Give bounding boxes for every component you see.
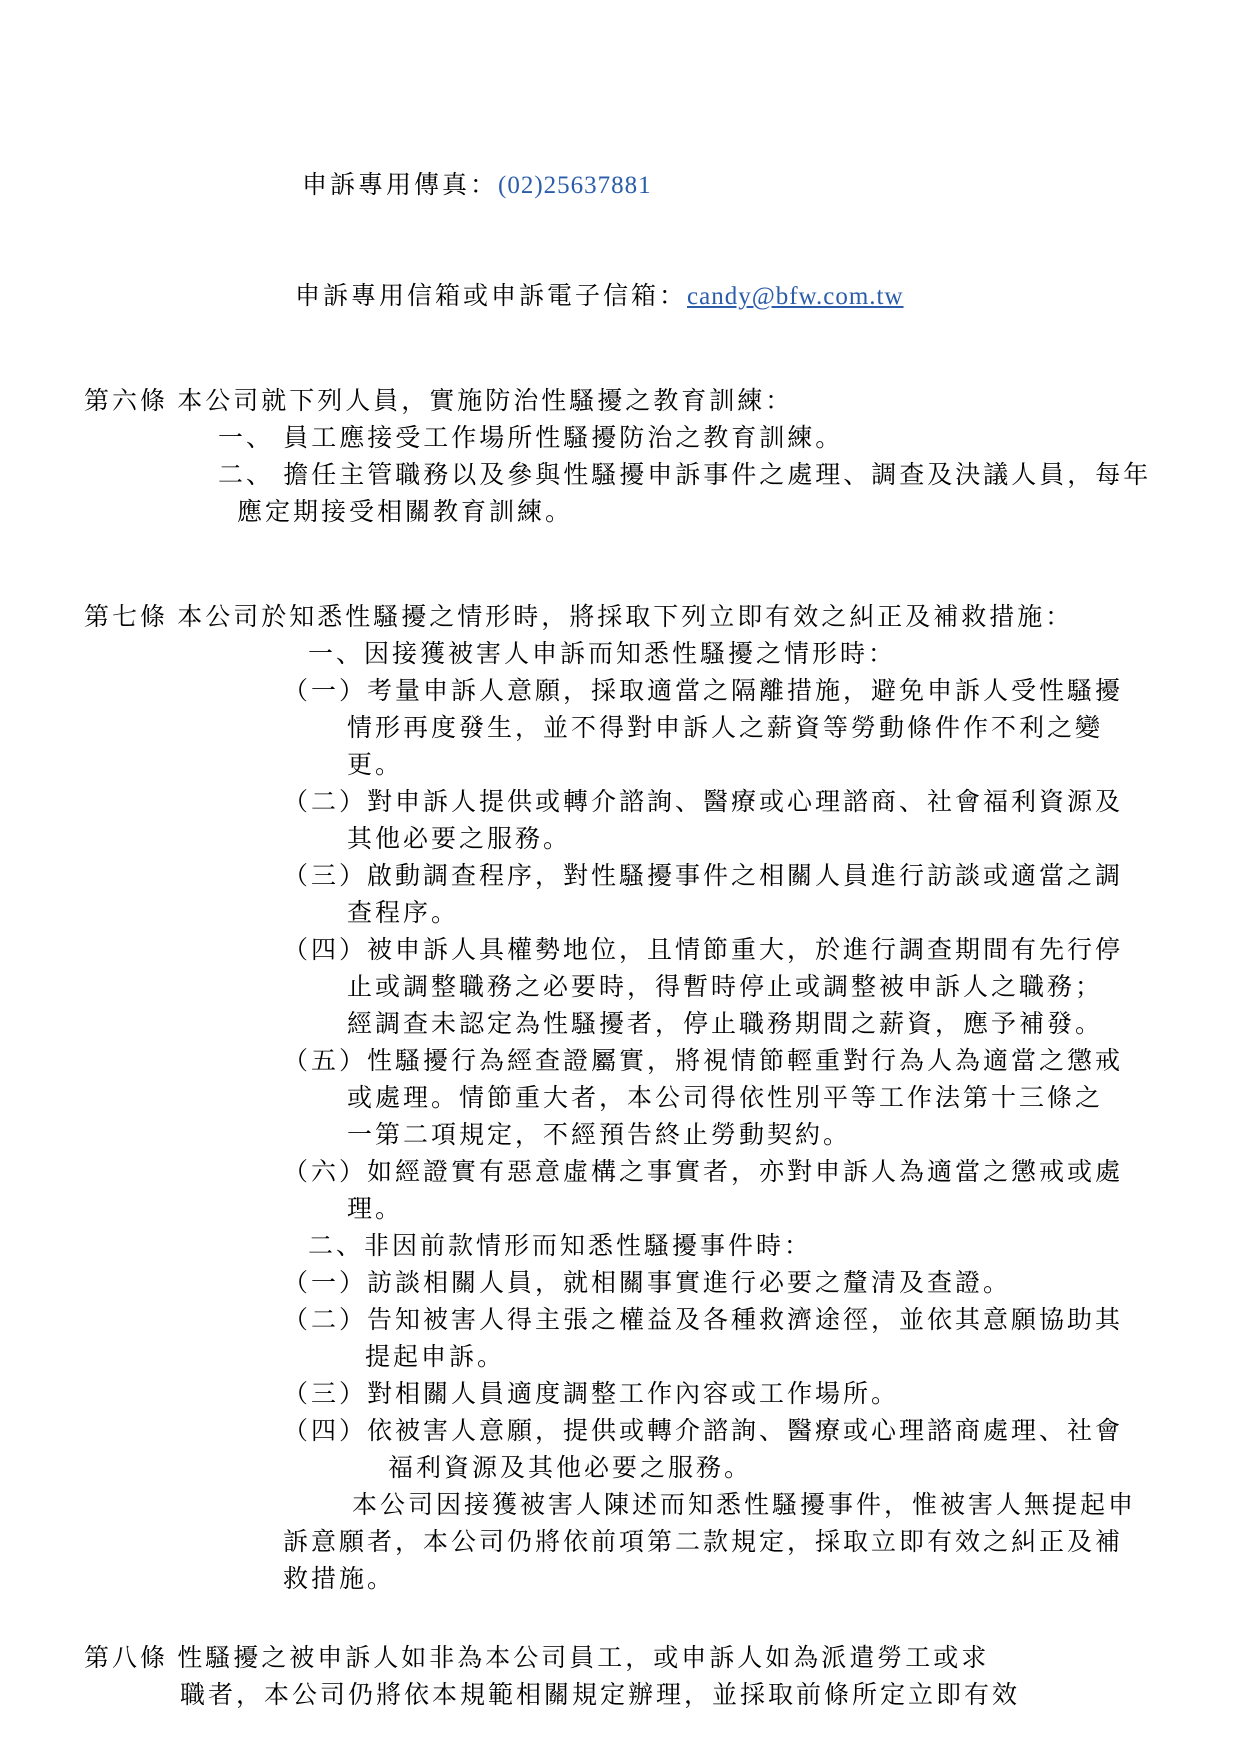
- contact-email-link[interactable]: candy@bfw.com.tw: [687, 283, 904, 310]
- article7-part1-sub4-cont1: 止或調整職務之必要時，得暫時停止或調整被申訴人之職務；: [347, 974, 1104, 1001]
- article7-part1-sub1-cont2: 更。: [347, 752, 404, 779]
- article7-part1-sub6: （六）如經證實有惡意虛構之事實者，亦對申訴人為適當之懲戒或處: [283, 1159, 1124, 1186]
- article6-item1: 一、 員工應接受工作場所性騷擾防治之教育訓練。: [218, 425, 844, 452]
- article8-heading-cont: 職者，本公司仍將依本規範相關規定辦理，並採取前條所定立即有效: [180, 1682, 1021, 1709]
- article7-part1-sub4-cont2: 經調查未認定為性騷擾者，停止職務期間之薪資，應予補發。: [347, 1011, 1104, 1038]
- article7-part1-sub3-cont: 查程序。: [347, 900, 460, 927]
- article7-part2-heading: 二、非因前款情形而知悉性騷擾事件時：: [308, 1233, 813, 1260]
- article7-part1-sub2: （二）對申訴人提供或轉介諮詢、醫療或心理諮商、社會福利資源及: [283, 789, 1124, 816]
- article7-part2-sub3: （三）對相關人員適度調整工作內容或工作場所。: [283, 1381, 900, 1408]
- article7-part2-sub4-cont: 福利資源及其他必要之服務。: [388, 1455, 753, 1482]
- article7-part1-sub5-cont1: 或處理。情節重大者，本公司得依性別平等工作法第十三條之: [347, 1085, 1104, 1112]
- contact-fax-line: [0, 130, 1241, 241]
- article7-heading: 第七條 本公司於知悉性騷擾之情形時，將採取下列立即有效之糾正及補救措施：: [84, 604, 1074, 631]
- article7-part1-sub2-cont: 其他必要之服務。: [347, 826, 572, 853]
- article7-part1-heading: 一、因接獲被害人申訴而知悉性騷擾之情形時：: [308, 641, 897, 668]
- article7-part1-sub1-cont1: 情形再度發生，並不得對申訴人之薪資等勞動條件作不利之變: [347, 715, 1104, 742]
- article8-heading: 第八條 性騷擾之被申訴人如非為本公司員工，或申訴人如為派遣勞工或求: [84, 1645, 990, 1672]
- article7-part1-sub5: （五）性騷擾行為經查證屬實，將視情節輕重對行為人為適當之懲戒: [283, 1048, 1124, 1075]
- article7-part2-sub2: （二）告知被害人得主張之權益及各種救濟途徑，並依其意願協助其: [283, 1307, 1124, 1334]
- article7-closing-line3: 救措施。: [283, 1566, 396, 1593]
- article6-item2-cont: 應定期接受相關教育訓練。: [237, 499, 574, 526]
- article7-part2-sub2-cont: 提起申訴。: [365, 1344, 506, 1371]
- contact-fax-number: (02)25637881: [498, 172, 652, 199]
- contact-fax-label: 申訴專用傳真：: [302, 172, 499, 199]
- article7-part2-sub1: （一）訪談相關人員，就相關事實進行必要之釐清及查證。: [283, 1270, 1012, 1297]
- article7-part1-sub6-cont: 理。: [347, 1196, 404, 1223]
- article6-item2: 二、 擔任主管職務以及參與性騷擾申訴事件之處理、調查及決議人員，每年: [218, 462, 1152, 489]
- article7-closing-line1: 本公司因接獲被害人陳述而知悉性騷擾事件，惟被害人無提起申: [352, 1492, 1137, 1519]
- article7-part2-sub4: （四）依被害人意願，提供或轉介諮詢、醫療或心理諮商處理、社會: [283, 1418, 1124, 1445]
- article7-part1-sub5-cont2: 一第二項規定，不經預告終止勞動契約。: [347, 1122, 852, 1149]
- article7-closing-line2: 訴意願者，本公司仍將依前項第二款規定，採取立即有效之糾正及補: [283, 1529, 1124, 1556]
- contact-email-line: [0, 241, 1241, 352]
- article7-part1-sub4: （四）被申訴人具權勢地位，且情節重大，於進行調查期間有先行停: [283, 937, 1124, 964]
- article6-heading: 第六條 本公司就下列人員，實施防治性騷擾之教育訓練：: [84, 388, 794, 415]
- contact-email-label: 申訴專用信箱或申訴電子信箱：: [295, 283, 688, 310]
- article7-part1-sub3: （三）啟動調查程序，對性騷擾事件之相關人員進行訪談或適當之調: [283, 863, 1124, 890]
- article7-part1-sub1: （一）考量申訴人意願，採取適當之隔離措施，避免申訴人受性騷擾: [283, 678, 1124, 705]
